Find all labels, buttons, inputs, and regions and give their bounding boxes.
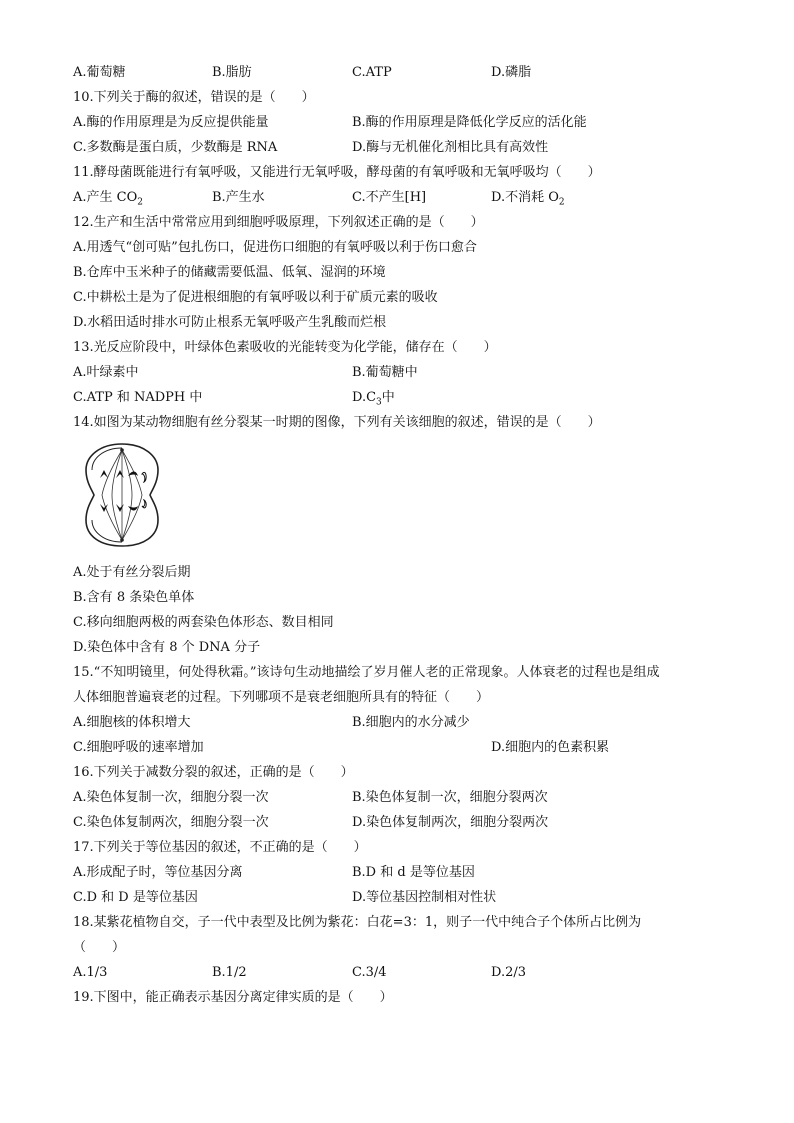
mitosis-cell-figure xyxy=(82,440,162,550)
q18-option-b: B.1/2 xyxy=(212,965,247,980)
q10-option-c: C.多数酶是蛋白质，少数酶是 RNA xyxy=(73,140,278,155)
q11-option-d: D.不消耗 $O_2$ xyxy=(491,190,565,208)
q16-option-b: B.染色体复制一次，细胞分裂两次 xyxy=(352,790,548,805)
q12-option-d: D.水稻田适时排水可防止根系无氧呼吸产生乳酸而烂根 xyxy=(73,315,387,330)
q11-option-a: A.产生 $CO_2$ xyxy=(73,190,143,208)
q13-option-c: C.ATP 和 NADPH 中 xyxy=(73,390,203,405)
q10-stem: 10.下列关于酶的叙述，错误的是（ ） xyxy=(73,90,315,105)
q15-stem-line1: 15.“不知明镜里，何处得秋霜。”该诗句生动地描绘了岁月催人老的正常现象。人体衰老的过程也是组成 xyxy=(73,665,660,680)
q10-option-a: A.酶的作用原理是为反应提供能量 xyxy=(73,115,269,130)
q11-option-b: B.产生水 xyxy=(212,190,265,205)
q12-option-b: B.仓库中玉米种子的储藏需要低温、低氧、湿润的环境 xyxy=(73,265,386,280)
q15-option-d: D.细胞内的色素积累 xyxy=(491,740,610,755)
q14-option-b: B.含有 8 条染色单体 xyxy=(73,590,195,605)
q15-option-b: B.细胞内的水分减少 xyxy=(352,715,470,730)
q9-option-a: A.葡萄糖 xyxy=(73,65,126,80)
q15-stem-line2: 人体细胞普遍衰老的过程。下列哪项不是衰老细胞所具有的特征（ ） xyxy=(73,690,490,705)
q11-option-c: C.不产生[H] xyxy=(352,190,427,205)
q17-option-a: A.形成配子时，等位基因分离 xyxy=(73,865,243,880)
q18-option-c: C.3/4 xyxy=(352,965,387,980)
q18-option-a: A.1/3 xyxy=(73,965,108,980)
q15-option-a: A.细胞核的体积增大 xyxy=(73,715,191,730)
q9-option-c: C.ATP xyxy=(352,65,392,80)
q9-option-d: D.磷脂 xyxy=(491,65,532,80)
q17-stem: 17.下列关于等位基因的叙述，不正确的是（ ） xyxy=(73,840,367,855)
q16-option-a: A.染色体复制一次，细胞分裂一次 xyxy=(73,790,269,805)
q10-option-d: D.酶与无机催化剂相比具有高效性 xyxy=(352,140,549,155)
q14-stem: 14.如图为某动物细胞有丝分裂某一时期的图像，下列有关该细胞的叙述，错误的是（ ） xyxy=(73,415,601,430)
q18-stem-line1: 18.某紫花植物自交，子一代中表型及比例为紫花：白花=3：1，则子一代中纯合子个体所占比例为 xyxy=(73,915,642,930)
q11-stem: 11.酵母菌既能进行有氧呼吸，又能进行无氧呼吸，酵母菌的有氧呼吸和无氧呼吸均（ ） xyxy=(73,165,601,180)
q15-option-c: C.细胞呼吸的速率增加 xyxy=(73,740,204,755)
centriole xyxy=(120,538,124,542)
q13-option-a: A.叶绿素中 xyxy=(73,365,139,380)
q13-option-d: $D.C_3$中 xyxy=(352,390,395,408)
q14-option-c: C.移向细胞两极的两套染色体形态、数目相同 xyxy=(73,615,334,630)
q17-option-d: D.等位基因控制相对性状 xyxy=(352,890,497,905)
q12-option-c: C.中耕松土是为了促进根细胞的有氧呼吸以利于矿质元素的吸收 xyxy=(73,290,438,305)
spindle-fibers xyxy=(102,450,142,540)
q13-option-b: B.葡萄糖中 xyxy=(352,365,418,380)
q14-option-d: D.染色体中含有 8 个 DNA 分子 xyxy=(73,640,261,655)
q9-option-b: B.脂肪 xyxy=(212,65,252,80)
q16-option-d: D.染色体复制两次，细胞分裂两次 xyxy=(352,815,549,830)
q12-option-a: A.用透气“创可贴”包扎伤口，促进伤口细胞的有氧呼吸以利于伤口愈合 xyxy=(73,240,477,255)
q14-option-a: A.处于有丝分裂后期 xyxy=(73,565,191,580)
q18-option-d: D.2/3 xyxy=(491,965,527,980)
q16-stem: 16.下列关于减数分裂的叙述，正确的是（ ） xyxy=(73,765,354,780)
q13-stem: 13.光反应阶段中，叶绿体色素吸收的光能转变为化学能，储存在（ ） xyxy=(73,340,497,355)
q18-stem-line2: （ ） xyxy=(73,940,126,955)
q16-option-c: C.染色体复制两次，细胞分裂一次 xyxy=(73,815,269,830)
q17-option-b: B.D 和 d 是等位基因 xyxy=(352,865,475,880)
q19-stem: 19.下图中，能正确表示基因分离定律实质的是（ ） xyxy=(73,990,393,1005)
q17-option-c: C.D 和 D 是等位基因 xyxy=(73,890,198,905)
q10-option-b: B.酶的作用原理是降低化学反应的活化能 xyxy=(352,115,587,130)
centriole xyxy=(120,448,124,452)
q12-stem: 12.生产和生活中常常应用到细胞呼吸原理，下列叙述正确的是（ ） xyxy=(73,215,484,230)
